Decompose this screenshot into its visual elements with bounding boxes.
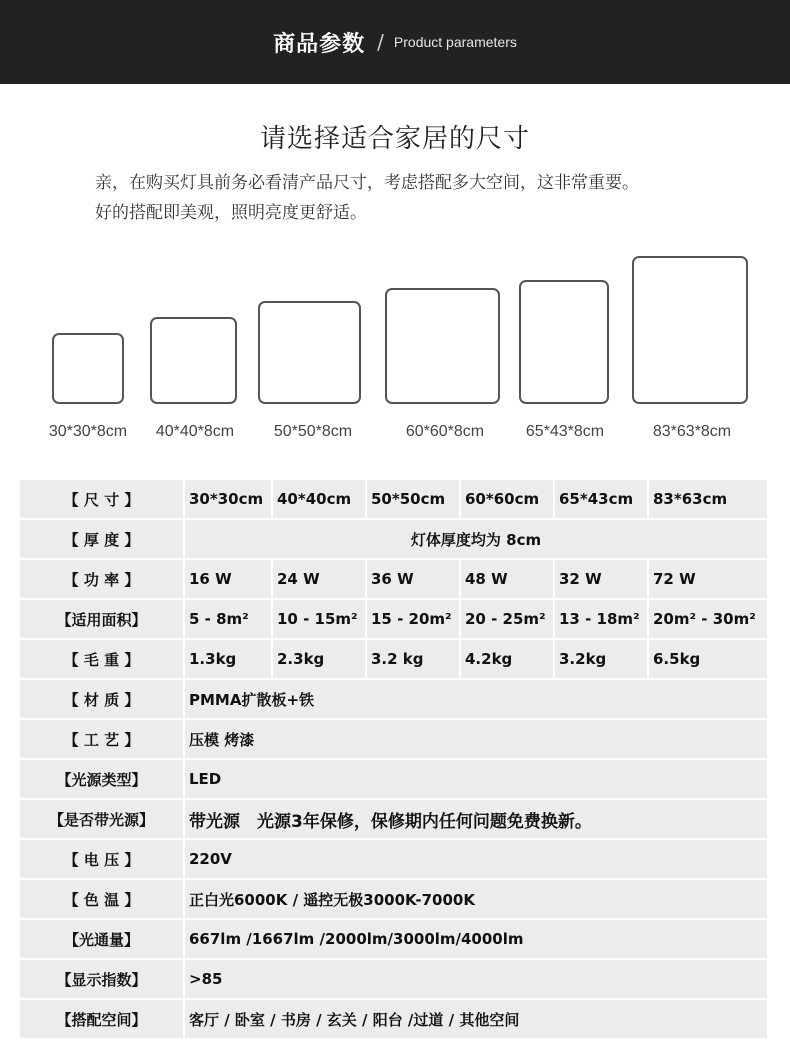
spec-value: 正白光6000K / 遥控无极3000K-7000K: [185, 880, 767, 918]
spec-label: 【 尺 寸 】: [20, 480, 183, 518]
spec-row-cri: [20, 960, 767, 998]
spec-table: [18, 478, 769, 1040]
intro-line: 亲，在购买灯具前务必看清产品尺寸，考虑搭配多大空间，这非常重要。: [95, 173, 639, 193]
spec-row-color-temp: [20, 880, 767, 918]
spec-value: 65*43cm: [555, 480, 647, 518]
spec-row-craft: [20, 720, 767, 758]
spec-value: >85: [185, 960, 767, 998]
spec-value: 13 - 18m²: [555, 600, 647, 638]
spec-label: 【 电 压 】: [20, 840, 183, 878]
spec-value: 20m² - 30m²: [649, 600, 767, 638]
spec-row-spaces: [20, 1000, 767, 1038]
spec-value: 压模 烤漆: [185, 720, 767, 758]
size-label: 50*50*8cm: [273, 423, 353, 440]
spec-value: 5 - 8m²: [185, 600, 271, 638]
spec-label: 【 毛 重 】: [20, 640, 183, 678]
spec-row-area: [20, 600, 767, 638]
size-box-83x63: [632, 256, 748, 404]
spec-value: LED: [185, 760, 767, 798]
header-separator: /: [377, 30, 384, 54]
spec-value: 4.2kg: [461, 640, 553, 678]
intro-text: [95, 168, 775, 228]
spec-label: 【是否带光源】: [20, 800, 183, 838]
spec-value: 20 - 25m²: [461, 600, 553, 638]
spec-value: 50*50cm: [367, 480, 459, 518]
spec-row-weight: [20, 640, 767, 678]
spec-value: 灯体厚度均为 8cm: [185, 520, 767, 558]
spec-row-material: [20, 680, 767, 718]
spec-row-voltage: [20, 840, 767, 878]
spec-value: 客厅 / 卧室 / 书房 / 玄关 / 阳台 /过道 / 其他空间: [185, 1000, 767, 1038]
size-label: 60*60*8cm: [405, 423, 485, 440]
spec-value: 48 W: [461, 560, 553, 598]
spec-row-size: [20, 480, 767, 518]
spec-value: 6.5kg: [649, 640, 767, 678]
spec-row-with-light: [20, 800, 767, 838]
spec-label: 【光源类型】: [20, 760, 183, 798]
spec-value: 36 W: [367, 560, 459, 598]
spec-value: 3.2 kg: [367, 640, 459, 678]
spec-value: 2.3kg: [273, 640, 365, 678]
spec-value: 667lm /1667lm /2000lm/3000lm/4000lm: [185, 920, 767, 958]
spec-value: 24 W: [273, 560, 365, 598]
size-label: 65*43*8cm: [525, 423, 605, 440]
spec-label: 【 材 质 】: [20, 680, 183, 718]
spec-label: 【光通量】: [20, 920, 183, 958]
spec-value: PMMA扩散板+铁: [185, 680, 767, 718]
spec-label: 【适用面积】: [20, 600, 183, 638]
spec-row-thickness: [20, 520, 767, 558]
spec-value: 15 - 20m²: [367, 600, 459, 638]
spec-label: 【 色 温 】: [20, 880, 183, 918]
size-label: 40*40*8cm: [155, 423, 235, 440]
size-label: 83*63*8cm: [652, 423, 732, 440]
spec-label: 【 厚 度 】: [20, 520, 183, 558]
spec-value: 83*63cm: [649, 480, 767, 518]
spec-value: 1.3kg: [185, 640, 271, 678]
header-title-en: Product parameters: [393, 34, 517, 50]
spec-value: 10 - 15m²: [273, 600, 365, 638]
spec-label: 【 工 艺 】: [20, 720, 183, 758]
spec-row-flux: [20, 920, 767, 958]
spec-row-light-type: [20, 760, 767, 798]
spec-row-power: [20, 560, 767, 598]
size-label: 30*30*8cm: [48, 423, 128, 440]
size-box-50x50: [258, 301, 361, 404]
size-box-40x40: [150, 317, 237, 404]
spec-value: 带光源 光源3年保修，保修期内任何问题免费换新。: [185, 800, 767, 838]
spec-value: 60*60cm: [461, 480, 553, 518]
header-bar: [0, 0, 790, 84]
spec-value: 72 W: [649, 560, 767, 598]
spec-value: 30*30cm: [185, 480, 271, 518]
spec-label: 【 功 率 】: [20, 560, 183, 598]
spec-value: 16 W: [185, 560, 271, 598]
spec-value: 32 W: [555, 560, 647, 598]
spec-value: 40*40cm: [273, 480, 365, 518]
size-box-30x30: [52, 333, 124, 404]
spec-value: 3.2kg: [555, 640, 647, 678]
size-heading: 请选择适合家居的尺寸: [259, 124, 530, 154]
spec-value: 220V: [185, 840, 767, 878]
spec-label: 【搭配空间】: [20, 1000, 183, 1038]
size-box-65x43: [519, 280, 609, 404]
spec-label: 【显示指数】: [20, 960, 183, 998]
intro-line: 好的搭配即美观，照明亮度更舒适。: [95, 203, 367, 223]
size-box-60x60: [385, 288, 500, 404]
header-title-cn: 商品参数: [273, 31, 366, 57]
